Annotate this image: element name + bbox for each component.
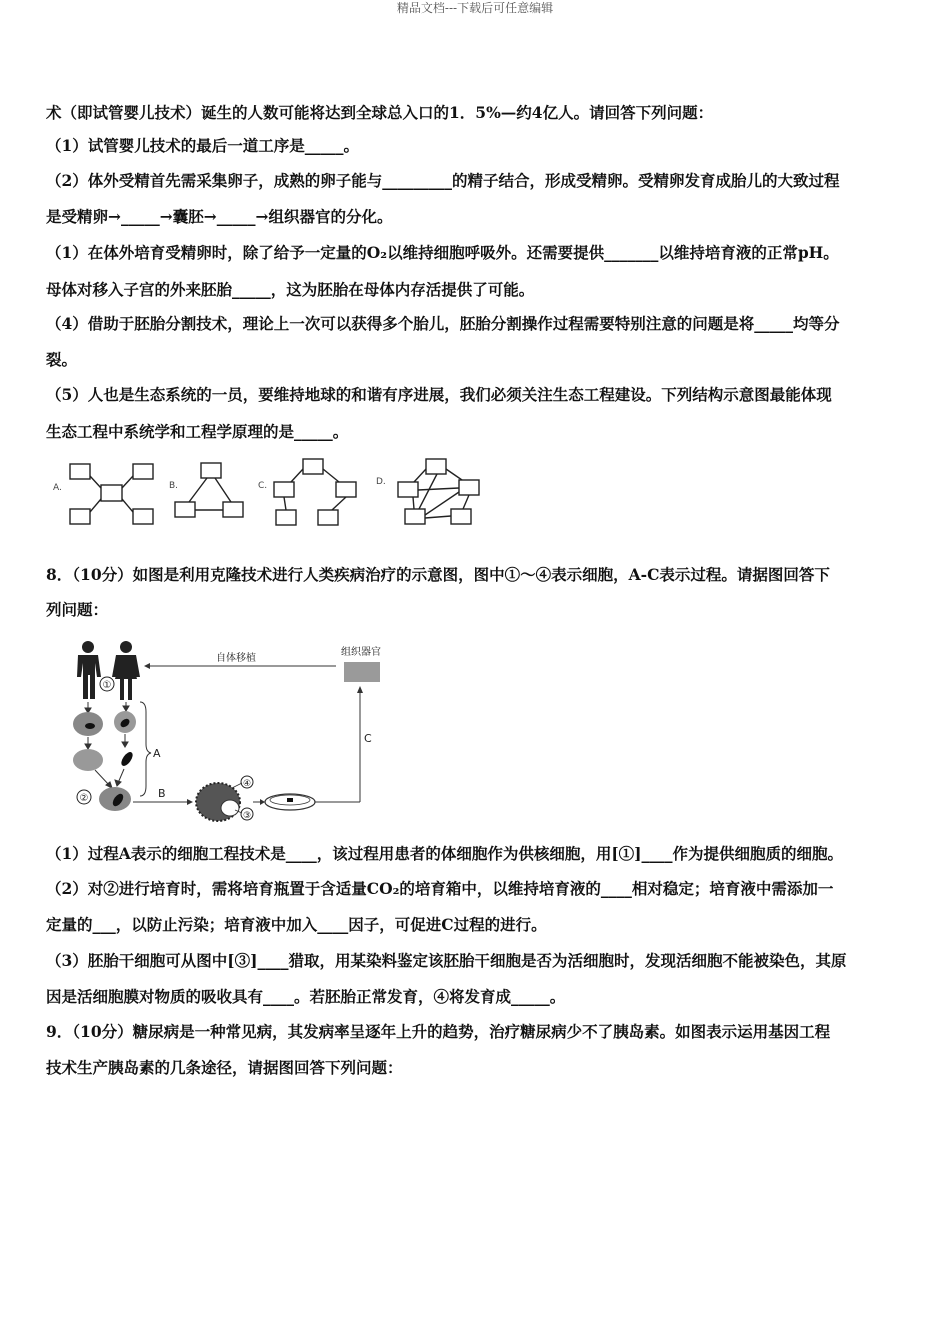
cloning-therapy-diagram [60,636,400,828]
blastocyst-icon [196,783,240,821]
label-3: ③ [242,811,252,821]
text-line: （3）胚胎干细胞可从图中[③]____猎取，用某染料鉴定该胚胎干细胞是否为活细胞时，发现活细胞不能被染色，其原 [46,951,847,970]
text-line: 列问题： [46,600,109,619]
ecological-structure-diagrams [48,452,488,547]
person-icon [112,641,140,700]
text-line: 技术生产胰岛素的几条途径，请据图回答下列问题： [46,1058,403,1077]
process-a-label: A [153,747,161,760]
option-b-label: B. [169,481,179,491]
text-line: （4）借助于胚胎分割技术，理论上一次可以获得多个胎儿，胚胎分割操作过程需要特别注意的问题是将_____均等分 [46,314,840,333]
option-d-label: D. [376,477,386,487]
text-line: 裂。 [46,350,78,369]
process-c-label: C [364,732,372,745]
text-line: （5）人也是生态系统的一员，要维持地球的和谐有序进展，我们必须关注生态工程建设。下列结构示意图最能体现 [46,385,832,404]
option-c-label: C. [258,481,268,491]
label-2: ② [79,793,89,804]
text-line: 是受精卵→_____→囊胚→_____→组织器官的分化。 [46,207,393,226]
text-line: 因是活细胞膜对物质的吸收具有____。若胚胎正常发育，④将发育成_____。 [46,987,566,1006]
text-line: 术（即试管婴儿技术）诞生的人数可能将达到全球总入口的1．5%—约4亿人。请回答下列问题： [46,103,714,122]
text-line: （2）体外受精首先需采集卵子，成熟的卵子能与_________的精子结合，形成受精卵。受精卵发育成胎儿的大致过程 [46,171,840,190]
text-line: （1）过程A表示的细胞工程技术是____，该过程用患者的体细胞作为供核细胞，用[①]____作为提供细胞质的细胞。 [46,844,843,863]
page-header: 精品文档---下载后可任意编辑 [396,1,554,15]
option-a-label: A. [53,483,62,493]
person-icon [77,641,101,699]
text-line: 8．（10分）如图是利用克隆技术进行人类疾病治疗的示意图，图中①～④表示细胞，A-C表示过程。请据图回答下 [46,565,830,584]
text-line: （1）试管婴儿技术的最后一道工序是_____。 [46,136,360,155]
culture-dish-icon [265,794,315,810]
text-line: （1）在体外培育受精卵时，除了给予一定量的O₂以维持细胞呼吸外。还需要提供_______以维持培育液的正常pH。 [46,243,839,262]
text-line: 母体对移入子宫的外来胚胎_____，这为胚胎在母体内存活提供了可能。 [46,280,535,299]
process-b-label: B [158,787,166,800]
organ-label: 组织器官 [341,647,381,658]
label-4: ④ [242,779,252,789]
autograft-label: 自体移植 [216,653,256,664]
label-1: ① [102,680,112,691]
text-line: 9．（10分）糖尿病是一种常见病，其发病率呈逐年上升的趋势，治疗糖尿病少不了胰岛素。如图表示运用基因工程 [46,1022,831,1041]
text-line: （2）对②进行培育时，需将培育瓶置于含适量CO₂的培育箱中，以维持培育液的____相对稳定；培育液中需添加一 [46,879,834,898]
organ-box [344,662,380,682]
text-line: 定量的___，以防止污染；培育液中加入____因子，可促进C过程的进行。 [46,915,547,934]
text-line: 生态工程中系统学和工程学原理的是_____。 [46,422,349,441]
